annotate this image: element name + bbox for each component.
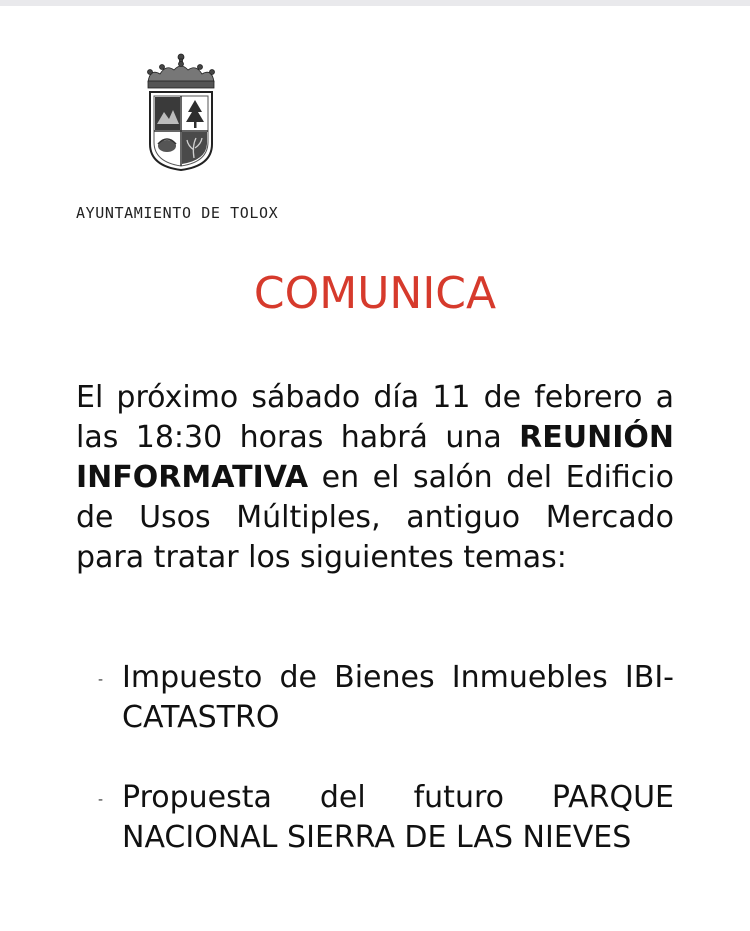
org-name: AYUNTAMIENTO DE TOLOX	[76, 204, 279, 222]
bullet-dash: -	[98, 672, 104, 688]
coat-of-arms-icon	[140, 52, 222, 174]
bullet-dash: -	[98, 792, 104, 808]
top-bar	[0, 0, 750, 6]
topics-list	[76, 658, 674, 858]
topic-item	[76, 658, 674, 738]
topic-item	[76, 778, 674, 858]
topic-text: Propuesta del futuro PARQUE NACIONAL SIERRA DE LAS NIEVES	[122, 780, 674, 855]
topic-text: Impuesto de Bienes Inmuebles IBI-CATASTRO	[122, 660, 674, 735]
announcement-paragraph	[76, 378, 674, 578]
page-title: COMUNICA	[253, 268, 497, 319]
meeting-type: REUNIÓN INFORMATIVA	[76, 420, 674, 495]
announcement-text-end: en el salón del Edificio de Usos Múltiples, antiguo Mercado para tratar los siguientes temas:	[76, 460, 674, 575]
announcement-text-start: El próximo sábado día 11 de febrero a las 18:30 horas habrá una	[76, 380, 674, 455]
